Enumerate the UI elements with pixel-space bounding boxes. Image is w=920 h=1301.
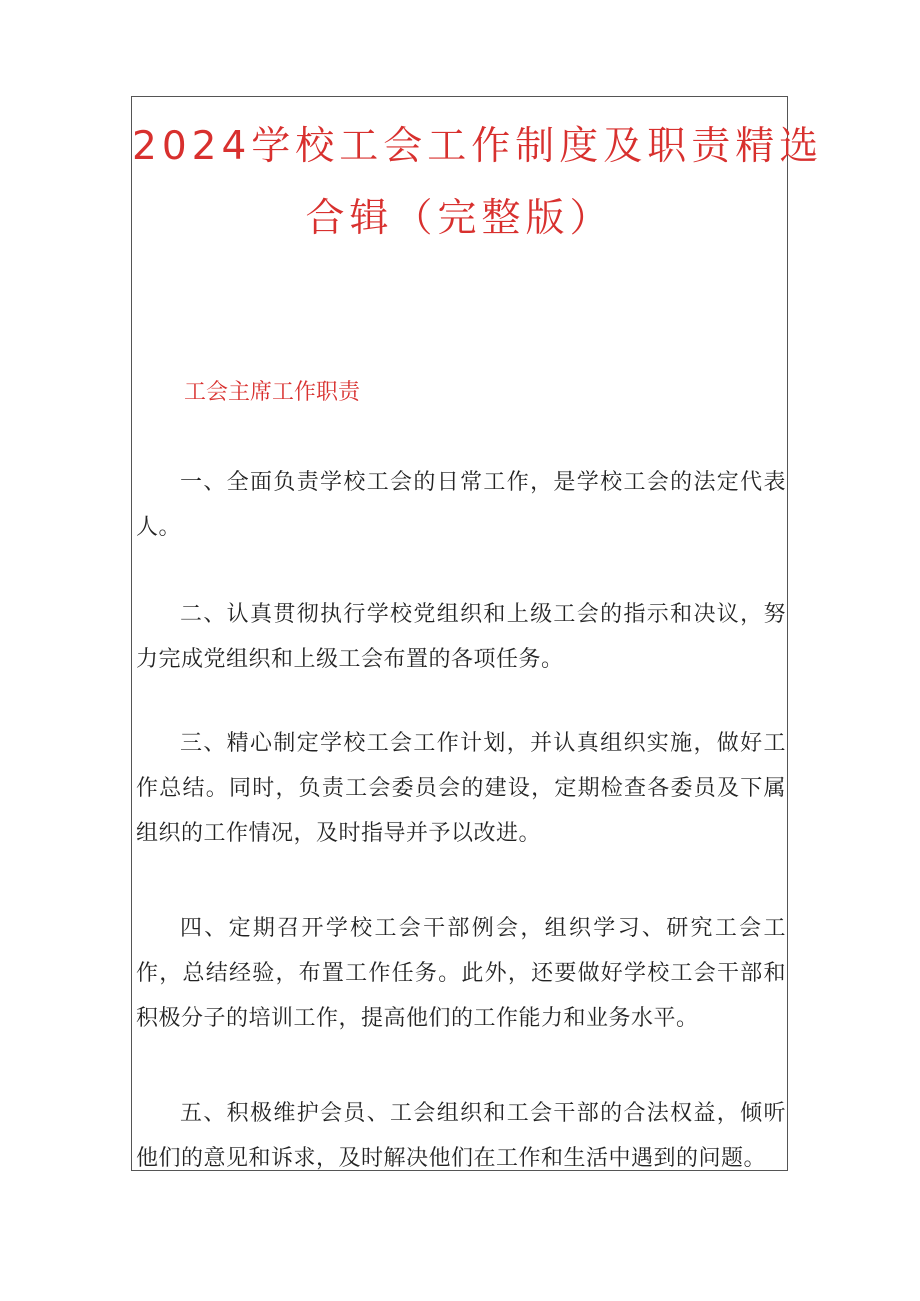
document-page [131,96,824,1171]
paragraph-3: 三、精心制定学校工会工作计划，并认真组织实施，做好工作总结。同时，负责工会委员会的建设，定期检查各委员及下属组织的工作情况，及时指导并予以改进。 [136,731,786,846]
section-heading: 工会主席工作职责 [184,380,361,405]
paragraph-5: 五、积极维护会员、工会组织和工会干部的合法权益，倾听他们的意见和诉求，及时解决他们在工作和生活中遇到的问题。 [136,1101,786,1171]
paragraph-1: 一、全面负责学校工会的日常工作，是学校工会的法定代表人。 [136,470,786,540]
document-title-line-2: 合辑（完整版） [305,196,614,241]
paragraph-2: 二、认真贯彻执行学校党组织和上级工会的指示和决议，努力完成党组织和上级工会布置的各项任务。 [136,602,786,672]
paragraph-4: 四、定期召开学校工会干部例会，组织学习、研究工会工作，总结经验，布置工作任务。此外，还要做好学校工会干部和积极分子的培训工作，提高他们的工作能力和业务水平。 [136,916,786,1031]
document-title-line-1: 2024学校工会工作制度及职责精选 [132,124,824,169]
